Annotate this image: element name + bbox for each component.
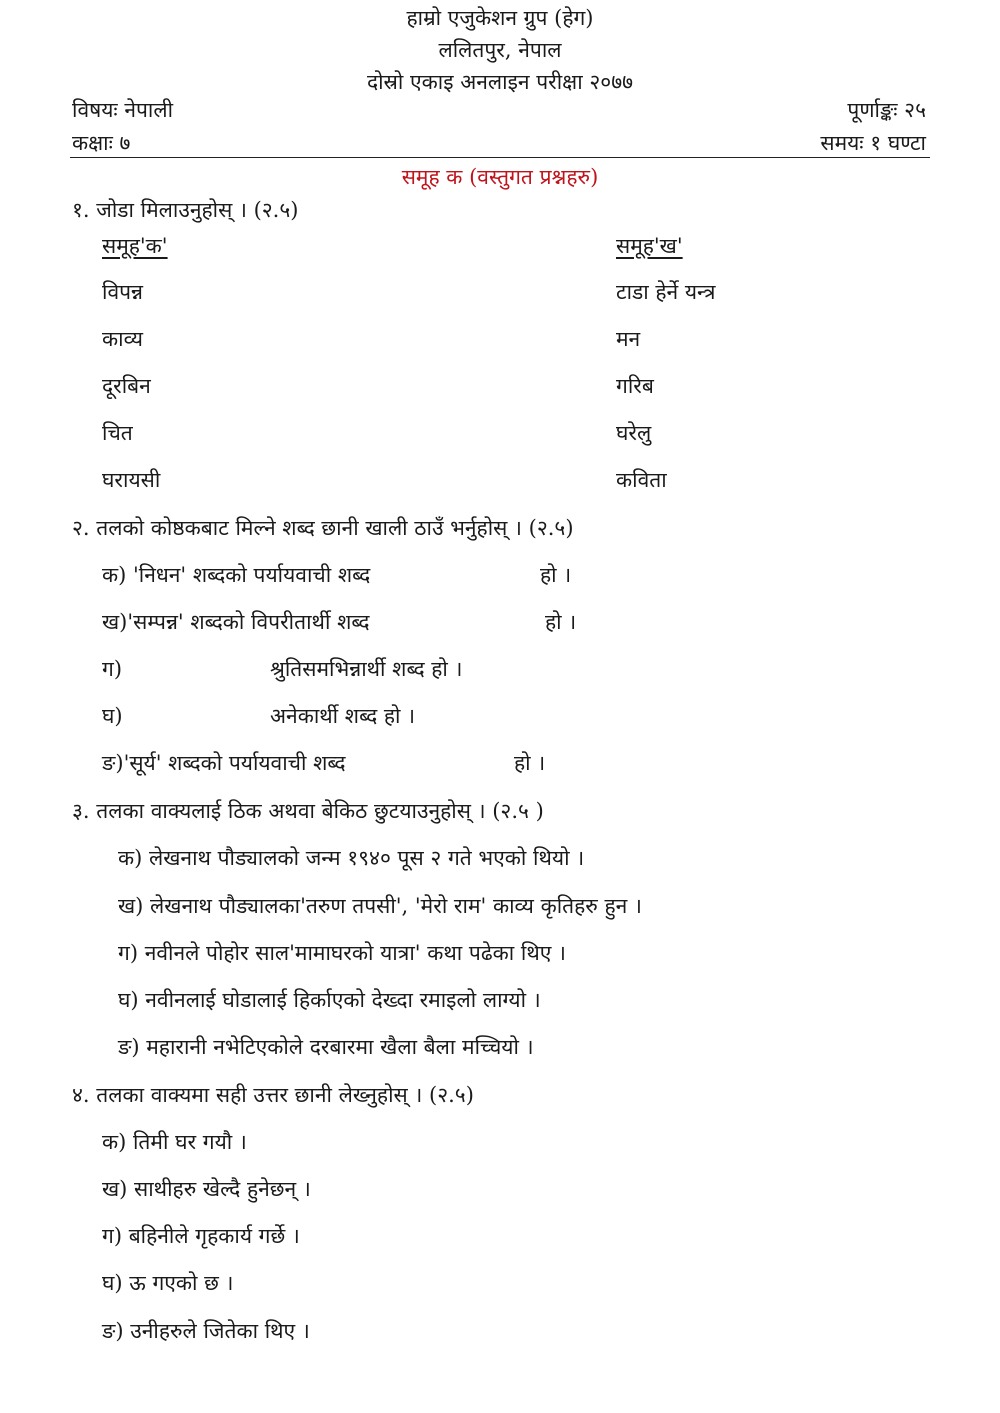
q2-item-text: ङ)'सूर्य' शब्दको पर्यायवाची शब्द bbox=[102, 751, 346, 775]
q3-item: ख) लेखनाथ पौड्यालका'तरुण तपसी', 'मेरो राम' काव्य कृतिहरु हुन । bbox=[118, 894, 642, 918]
q1-col-a-item: घरायसी bbox=[102, 468, 161, 492]
q4-title: ४. तलका वाक्यमा सही उत्तर छानी लेख्नुहोस् । (२.५) bbox=[72, 1083, 474, 1107]
q2-item-text: ख)'सम्पन्न' शब्दको विपरीतार्थी शब्द bbox=[102, 610, 370, 634]
q2-item-text: घ) bbox=[102, 704, 123, 728]
q3-title: ३. तलका वाक्यलाई ठिक अथवा बेकिठ छुटयाउनुहोस् । (२.५ ) bbox=[72, 799, 544, 823]
q1-col-b-item: कविता bbox=[616, 468, 667, 492]
q3-item: ग) नवीनले पोहोर साल'मामाघरको यात्रा' कथा पढेका थिए । bbox=[118, 941, 566, 965]
school-name: हाम्रो एजुकेशन ग्रुप (हेग) bbox=[406, 6, 594, 30]
q1-col-a-item: चित bbox=[102, 421, 133, 445]
class-label: कक्षाः ७ bbox=[72, 131, 131, 155]
q2-item-text: क) 'निधन' शब्दको पर्यायवाची शब्द bbox=[102, 563, 371, 587]
q4-item: ङ) उनीहरुले जितेका थिए । bbox=[102, 1319, 310, 1343]
q4-item: घ) ऊ गएको छ । bbox=[102, 1271, 234, 1295]
section-title: समूह क (वस्तुगत प्रश्नहरु) bbox=[401, 165, 599, 189]
school-location: ललितपुर, नेपाल bbox=[438, 38, 562, 62]
exam-title: दोस्रो एकाइ अनलाइन परीक्षा २०७७ bbox=[366, 70, 634, 94]
q1-col-b-item: घरेलु bbox=[616, 421, 652, 445]
q2-item-text: ग) bbox=[102, 657, 123, 681]
q2-item-suffix: हो । bbox=[514, 751, 546, 775]
q2-item-suffix: हो । bbox=[540, 563, 572, 587]
q1-col-a-header: समूह'क' bbox=[102, 234, 168, 258]
q2-item-suffix: श्रुतिसमभिन्नार्थी शब्द हो । bbox=[270, 657, 463, 681]
header-divider bbox=[70, 157, 930, 158]
q1-col-b-header: समूह'ख' bbox=[616, 234, 683, 258]
q1-col-a-item: दूरबिन bbox=[102, 374, 151, 398]
q2-item-suffix: हो । bbox=[545, 610, 577, 634]
q1-col-a-item: विपन्न bbox=[102, 280, 144, 304]
full-marks-label: पूर्णाङ्कः २५ bbox=[847, 98, 926, 122]
q2-title: २. तलको कोष्ठकबाट मिल्ने शब्द छानी खाली ठाउँ भर्नुहोस् । (२.५) bbox=[72, 516, 574, 540]
q3-item: घ) नवीनलाई घोडालाई हिर्काएको देख्दा रमाइलो लाग्यो । bbox=[118, 988, 541, 1012]
q2-item-suffix: अनेकार्थी शब्द हो । bbox=[270, 704, 416, 728]
q4-item: ख) साथीहरु खेल्दै हुनेछन् । bbox=[102, 1177, 311, 1201]
q1-col-b-item: टाडा हेर्ने यन्त्र bbox=[616, 280, 716, 304]
time-label: समयः १ घण्टा bbox=[820, 131, 926, 155]
q4-item: क) तिमी घर गयौ । bbox=[102, 1130, 247, 1154]
q3-item: क) लेखनाथ पौड्यालको जन्म १९४० पूस २ गते भएको थियो । bbox=[118, 846, 585, 870]
q1-col-a-item: काव्य bbox=[102, 327, 143, 351]
subject-label: विषयः नेपाली bbox=[72, 98, 174, 122]
q4-item: ग) बहिनीले गृहकार्य गर्छे । bbox=[102, 1224, 300, 1248]
q1-title: १. जोडा मिलाउनुहोस् । (२.५) bbox=[72, 198, 299, 222]
q3-item: ङ) महारानी नभेटिएकोले दरबारमा खैला बैला मच्चियो । bbox=[118, 1035, 534, 1059]
q1-col-b-item: गरिब bbox=[616, 374, 654, 398]
q1-col-b-item: मन bbox=[616, 327, 641, 351]
